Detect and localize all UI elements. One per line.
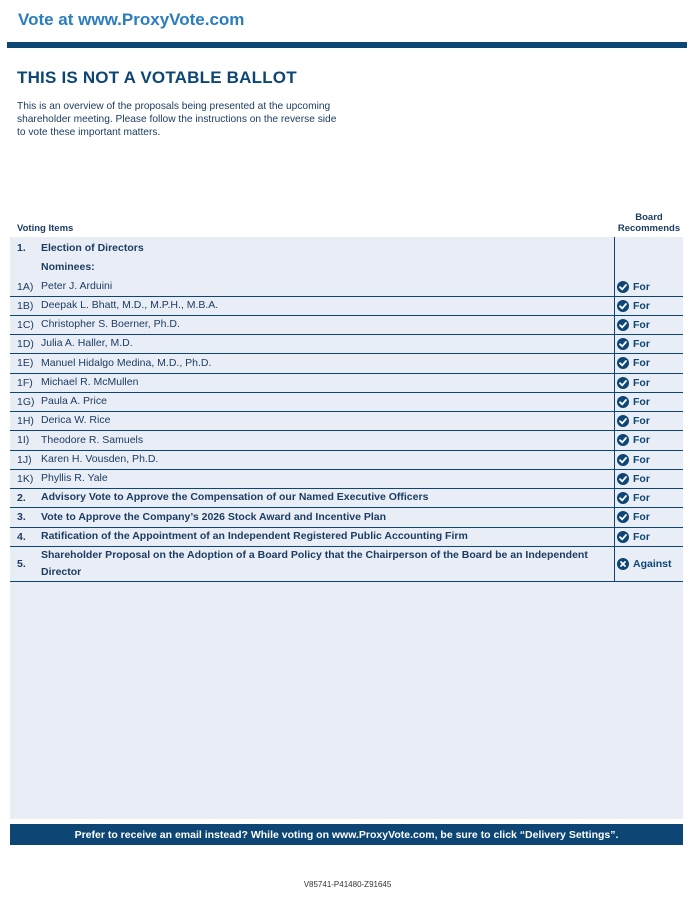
item-number: 5. [17,557,26,570]
item-text: Theodore R. Samuels [41,433,144,446]
voting-item-row [10,411,683,431]
voting-item-row [10,258,683,277]
recommendation-label: For [633,280,650,293]
recommendation-label: For [633,337,650,350]
check-icon [617,281,629,293]
check-icon [617,454,629,466]
recommendation-label: For [633,530,650,543]
check-icon [617,377,629,389]
item-number: 1. [17,242,26,254]
recommendation-label: For [633,491,650,504]
recommendation-label: For [633,395,650,408]
board-recommendation [617,277,650,296]
check-icon [617,357,629,369]
recommendation-label: For [633,414,650,427]
item-number: 2. [17,491,26,504]
item-number: 1C) [17,318,34,331]
recommendation-label: For [633,299,650,312]
item-number: 3. [17,511,26,523]
check-icon [617,511,629,523]
check-icon [617,319,629,331]
item-text: Shareholder Proposal on the Adoption of a Board Policy that the Chairperson of the Board be an Independent Director [41,548,588,578]
voting-item-row [10,296,683,316]
check-icon [617,492,629,504]
item-text: Ratification of the Appointment of an Independent Registered Public Accounting Firm [41,530,468,542]
board-recommendation [617,527,650,546]
item-number: 1J) [17,453,32,466]
x-icon [617,558,629,570]
item-text: Karen H. Vousden, Ph.D. [41,453,159,465]
item-text: Peter J. Arduini [41,280,113,292]
item-text: Deepak L. Bhatt, M.D., M.P.H., M.B.A. [41,299,219,311]
check-icon [617,338,629,350]
board-recommendation [617,296,650,315]
item-number: 4. [17,530,26,543]
voting-item-row [10,546,683,582]
recommendation-label: For [633,511,650,523]
board-recommendation [617,411,650,430]
check-icon [617,531,629,543]
board-recommendation [617,450,650,469]
item-text: Nominees: [41,261,95,273]
board-recommendation [617,334,650,353]
voting-item-row [10,392,683,412]
voting-item-row [10,353,683,374]
board-recommendation [617,315,650,334]
item-number: 1F) [17,376,33,389]
document-code: V85741-P41480-Z91645 [303,880,392,889]
voting-item-row [10,527,683,547]
item-number: 1G) [17,395,35,408]
voting-item-row [10,469,683,489]
item-number: 1I) [17,434,30,446]
voting-item-row [10,238,683,258]
board-recommendation [617,353,650,373]
board-recommendation [617,546,672,581]
board-recommendation [617,507,650,527]
item-text: Election of Directors [41,241,144,254]
item-text: Manuel Hidalgo Medina, M.D., Ph.D. [41,356,212,369]
board-recommendation [617,392,650,411]
board-recommends-line2: Recommends [617,223,681,234]
item-text: Vote to Approve the Company’s 2026 Stock Award and Incentive Plan [41,510,387,523]
item-number: 1K) [17,472,34,485]
item-number: 1H) [17,414,34,427]
check-icon [617,300,629,312]
voting-item-row [10,334,683,354]
board-recommendation [617,469,650,488]
voting-item-row [10,488,683,508]
voting-item-row [10,430,683,451]
intro-paragraph: This is an overview of the proposals being presented at the upcoming shareholder meeting. Please follow the instructions on the reverse side to vote these important matters. [17,101,337,138]
board-recommendation [617,430,650,450]
recommendation-label: Against [633,557,672,570]
board-recommendation [617,373,650,392]
item-text: Michael R. McMullen [41,376,139,388]
item-text: Phyllis R. Yale [41,472,108,484]
item-text: Christopher S. Boerner, Ph.D. [41,318,180,330]
check-icon [617,415,629,427]
board-recommends-header [612,212,686,234]
item-text: Julia A. Haller, M.D. [41,337,133,349]
ballot-title: THIS IS NOT A VOTABLE BALLOT [17,68,297,87]
voting-item-row [10,277,683,297]
item-number: 1A) [17,280,34,293]
voting-items-header: Voting Items [17,223,74,234]
voting-item-row [10,507,683,528]
item-text: Advisory Vote to Approve the Compensation of our Named Executive Officers [41,491,429,503]
footer-email-note: Prefer to receive an email instead? While voting on www.ProxyVote.com, be sure to click “Delivery Settings”. [10,824,683,845]
header-title: Vote at www.ProxyVote.com [18,10,245,29]
check-icon [617,473,629,485]
voting-item-row [10,315,683,335]
recommendation-label: For [633,434,650,446]
recommendation-label: For [633,453,650,466]
board-recommendation [617,488,650,507]
recommendation-label: For [633,318,650,331]
item-number: 1E) [17,357,34,369]
item-number: 1D) [17,337,34,350]
check-icon [617,434,629,446]
header-divider [7,42,687,48]
recommendation-label: For [633,376,650,389]
recommendation-label: For [633,357,650,369]
item-text: Paula A. Price [41,395,107,407]
check-icon [617,396,629,408]
board-recommends-line1: Board [635,212,663,223]
voting-item-row [10,373,683,393]
recommendation-label: For [633,472,650,485]
item-text: Derica W. Rice [41,414,111,426]
voting-item-row [10,450,683,470]
item-number: 1B) [17,299,34,312]
